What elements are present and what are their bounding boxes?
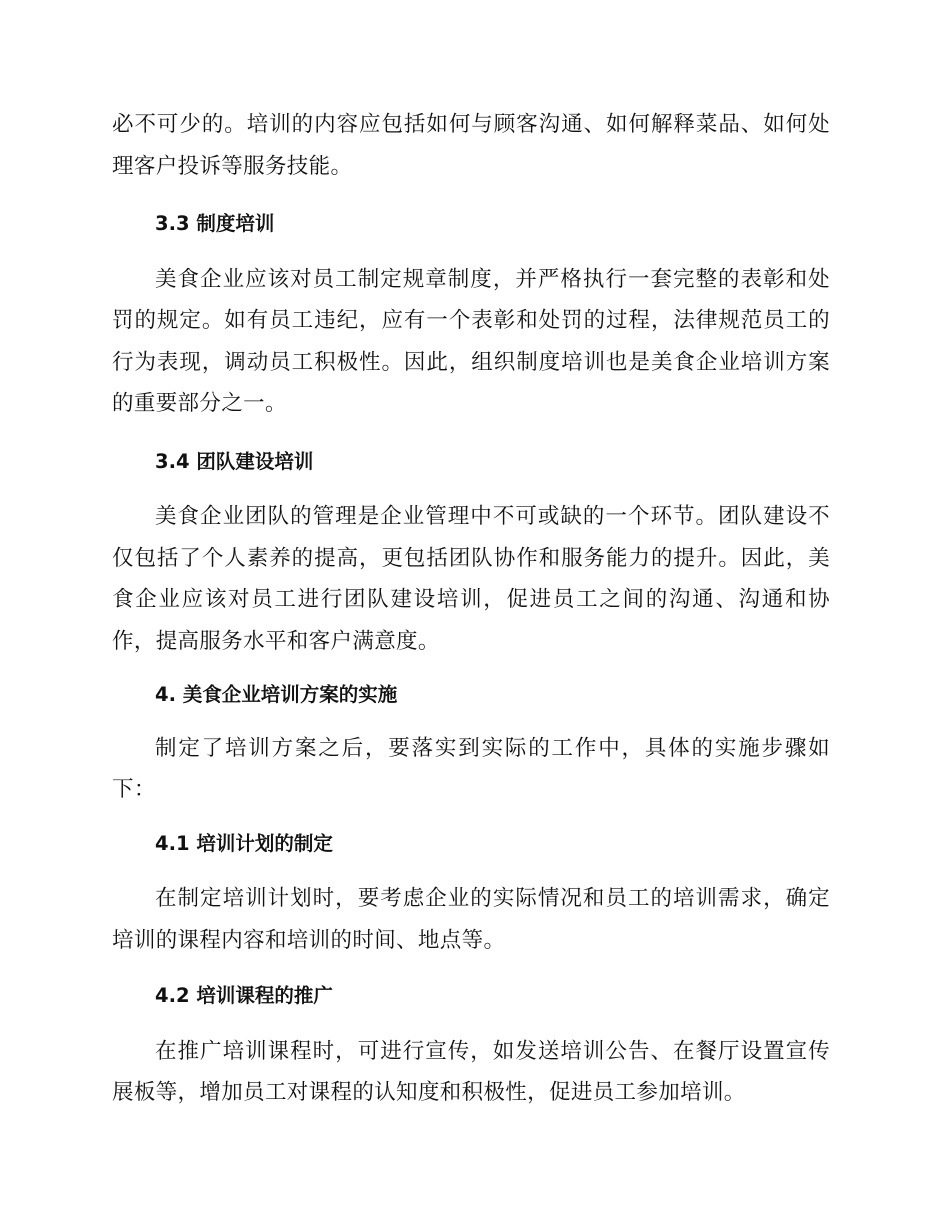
paragraph-implementation-intro: 制定了培训方案之后，要落实到实际的工作中，具体的实施步骤如下： (112, 735, 830, 802)
heading-3-3: 3.3 制度培训 (155, 212, 275, 235)
paragraph-service-skills: 必不可少的。培训的内容应包括如何与顾客沟通、如何解释菜品、如何处理客户投诉等服务技能。 (112, 112, 830, 179)
heading-4: 4. 美食企业培训方案的实施 (155, 683, 398, 706)
paragraph-training-plan: 在制定培训计划时，要考虑企业的实际情况和员工的培训需求，确定培训的课程内容和培训的时间、地点等。 (112, 886, 830, 953)
paragraph-team-building: 美食企业团队的管理是企业管理中不可或缺的一个环节。团队建设不仅包括了个人素养的提高，更包括团队协作和服务能力的提升。因此，美食企业应该对员工进行团队建设培训，促进员工之间的沟通、沟通和协作，提高服务水平和客户满意度。 (112, 504, 830, 654)
paragraph-course-promotion: 在推广培训课程时，可进行宣传，如发送培训公告、在餐厅设置宣传展板等，增加员工对课程的认知度和积极性，促进员工参加培训。 (112, 1038, 830, 1105)
heading-3-4: 3.4 团队建设培训 (155, 449, 314, 473)
document-body (112, 104, 830, 1114)
heading-4-2: 4.2 培训课程的推广 (155, 984, 333, 1007)
heading-4-1: 4.1 培训计划的制定 (155, 831, 333, 855)
paragraph-rules-training: 美食企业应该对员工制定规章制度，并严格执行一套完整的表彰和处罚的规定。如有员工违纪，应有一个表彰和处罚的过程，法律规范员工的行为表现，调动员工积极性。因此，组织制度培训也是美食企业培训方案的重要部分之一。 (112, 266, 830, 416)
